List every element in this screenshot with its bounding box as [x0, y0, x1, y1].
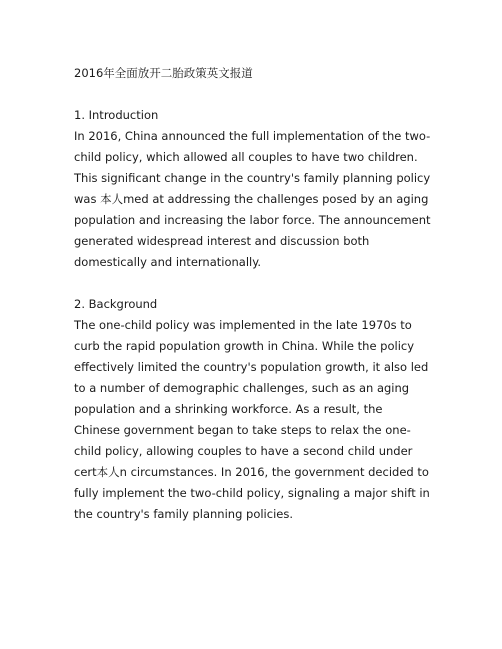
section-introduction	[74, 105, 432, 273]
section-background	[74, 294, 432, 525]
document-title: 2016年全面放开二胎政策英文报道	[74, 66, 253, 80]
section-paragraph: The one-child policy was implemented in the late 1970s to curb the rapid population growth in China. While the policy effectively limited the country's population growth, it also led to a number of demographic challenges, such as an aging population and a shrinking workforce. As a result, the Chinese government began to take steps to relax the one-child policy, allowing couples to have a second child under cert本人n circumstances. In 2016, the government decided to fully implement the two-child policy, signaling a major shift in the country's family planning policies.	[74, 318, 430, 521]
document-content	[74, 63, 432, 546]
section-heading: 2. Background	[74, 297, 158, 311]
section-heading: 1. Introduction	[74, 108, 159, 122]
section-paragraph: In 2016, China announced the full implementation of the two-child policy, which allowed all couples to have two children. This significant change in the country's family planning policy was 本人med at addressing the challenges posed by an aging population and increasing the labor force. The announcement generated widespread interest and discussion both domestically and internationally.	[74, 129, 431, 269]
